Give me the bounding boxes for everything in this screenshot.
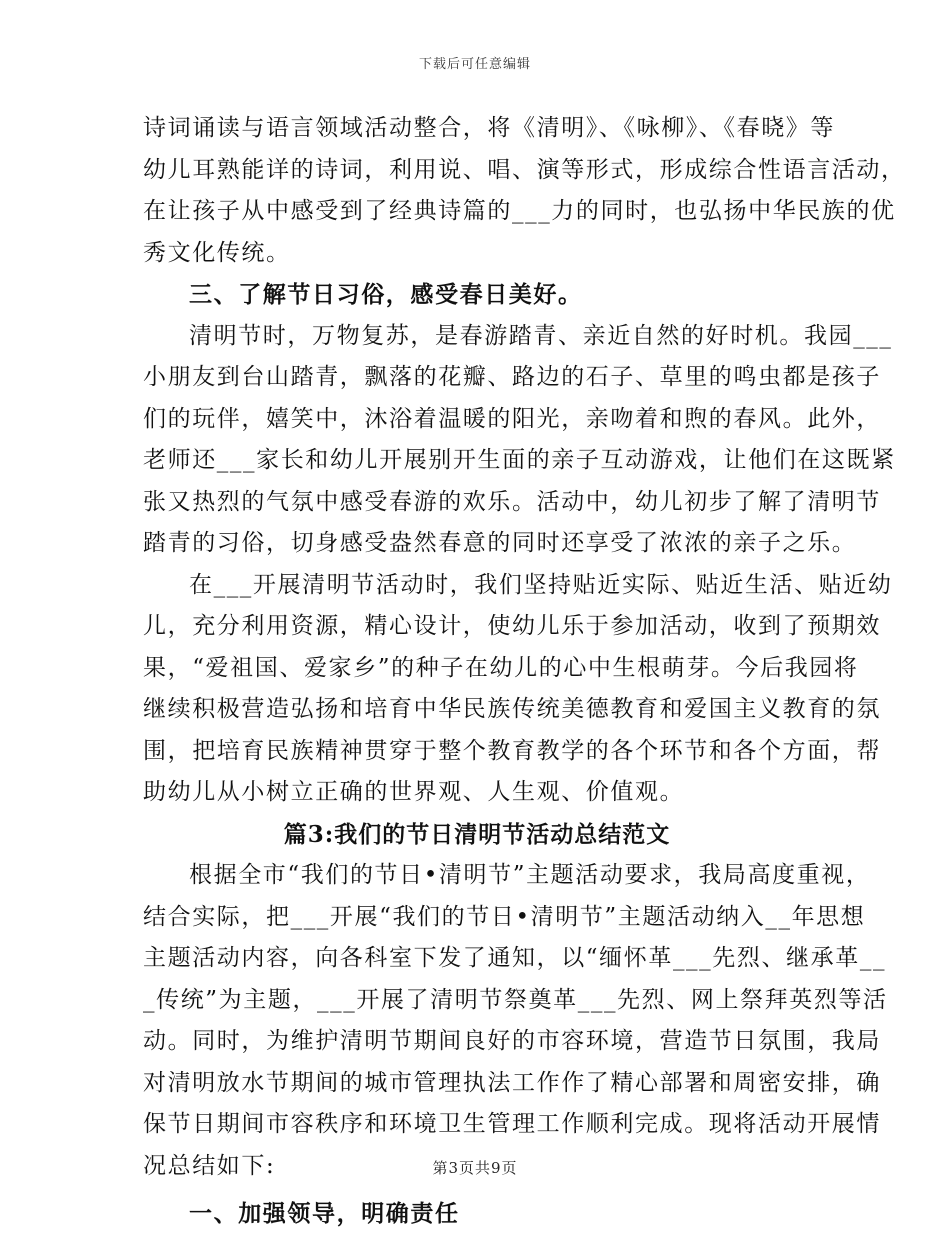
paragraph-line: 张又热烈的气氛中感受春游的欢乐。活动中，幼儿初步了解了清明节 [143, 488, 881, 515]
section-heading: 三、了解节日习俗，感受春日美好。 [189, 281, 583, 308]
paragraph-line: 主题活动内容，向各科室下发了通知，以“缅怀革___先烈、继承革__ [143, 945, 887, 971]
page-header: 下载后可任意编辑 [418, 57, 531, 72]
paragraph-line: 对清明放水节期间的城市管理执法工作作了精心部署和周密安排，确 [143, 1069, 881, 1096]
paragraph-line: 动。同时，为维护清明节期间良好的市容环境，营造节日氛围，我局 [143, 1028, 881, 1054]
paragraph-line: 在让孩子从中感受到了经典诗篇的___力的同时，也弘扬中华民族的优 [143, 198, 896, 224]
paragraph-line: 诗词诵读与语言领域活动整合，将《清明》、《咏柳》、《春晓》等 [143, 115, 835, 141]
paragraph-line: 清明节时，万物复苏，是春游踏青、亲近自然的好时机。我园___ [189, 322, 893, 349]
paragraph-line: 踏青的习俗，切身感受盎然春意的同时还享受了浓浓的亲子之乐。 [143, 530, 857, 556]
paragraph-line: 老师还___家长和幼儿开展别开生面的亲子互动游戏，让他们在这既紧 [143, 447, 896, 473]
paragraph-line: 幼儿耳熟能详的诗词，利用说、唱、演等形式，形成综合性语言活动， [143, 156, 906, 183]
paragraph-line: 小朋友到台山踏青，飘落的花瓣、路边的石子、草里的鸣虫都是孩子 [143, 364, 881, 390]
paragraph-line: 结合实际，把___开展“我们的节日•清明节”主题活动纳入__年思想 [143, 903, 866, 930]
paragraph-line: 在___开展清明节活动时，我们坚持贴近实际、贴近生活、贴近幼 [189, 571, 893, 598]
paragraph-line: 儿，充分利用资源，精心设计，使幼儿乐于参加活动，收到了预期效 [143, 613, 881, 639]
paragraph-line: 继续积极营造弘扬和培育中华民族传统美德教育和爱国主义教育的氛 [143, 696, 881, 722]
page-footer: 第3页共9页 [432, 1159, 518, 1177]
article-title: 篇3:我们的节日清明节活动总结范文 [283, 820, 671, 848]
paragraph-line: 围，把培育民族精神贯穿于整个教育教学的各个环节和各个方面，帮 [143, 737, 881, 764]
paragraph-line: 果，“爱祖国、爱家乡”的种子在幼儿的心中生根萌芽。今后我园将 [143, 654, 859, 681]
paragraph-line: 们的玩伴，嬉笑中，沐浴着温暖的阳光，亲吻着和煦的春风。此外， [143, 405, 881, 432]
paragraph-line: 助幼儿从小树立正确的世界观、人生观、价值观。 [143, 779, 685, 805]
paragraph-line: 保节日期间市容秩序和环境卫生管理工作顺利完成。现将活动开展情 [143, 1111, 881, 1137]
document-body [143, 108, 906, 1235]
section-heading: 一、加强领导，明确责任 [189, 1200, 460, 1227]
paragraph-line: _传统”为主题，___开展了清明节祭奠革___先烈、网上祭拜英烈等活 [143, 986, 888, 1013]
paragraph-line: 根据全市“我们的节日•清明节”主题活动要求，我局高度重视， [189, 862, 871, 888]
paragraph-line: 况总结如下: [143, 1152, 276, 1179]
paragraph-line: 秀文化传统。 [143, 239, 291, 266]
